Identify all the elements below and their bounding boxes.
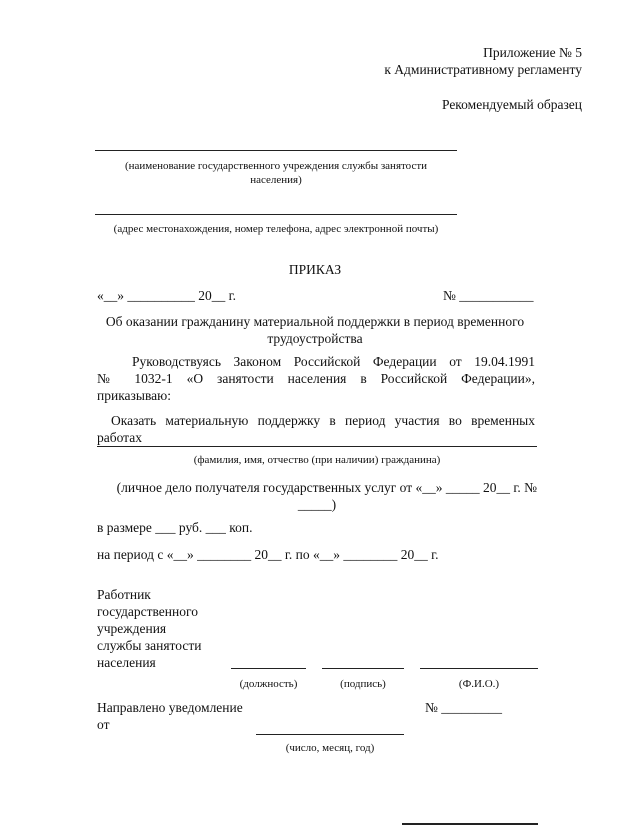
sign-line xyxy=(322,668,404,669)
appendix-number: Приложение № 5 xyxy=(483,45,582,60)
basis-line-1: Руководствуясь Законом Российской Федерации от 19.04.1991 xyxy=(132,354,535,369)
worker-title: Работник государственного учреждения службы занятости населения xyxy=(97,587,202,670)
decision-line-2: работах xyxy=(97,430,142,445)
order-number: № ___________ xyxy=(443,288,534,303)
institution-address-caption: (адрес местонахождения, номер телефона, адрес электронной почты) xyxy=(113,223,439,235)
basis-line-3: приказываю: xyxy=(97,388,171,403)
order-title: ПРИКАЗ xyxy=(288,262,342,277)
appendix-header xyxy=(384,44,582,78)
institution-address-line xyxy=(95,214,457,215)
sample-note: Рекомендуемый образец xyxy=(441,97,582,112)
footer-rule xyxy=(402,823,538,825)
notice-number: № _________ xyxy=(425,700,503,715)
amount-line: в размере ___ руб. ___ коп. xyxy=(97,520,253,535)
case-line-2: _____) xyxy=(297,497,337,512)
notice-sent: Направлено уведомление от xyxy=(97,700,243,732)
citizen-name-caption: (фамилия, имя, отчество (при наличии) гражданина) xyxy=(193,454,441,466)
fio-line xyxy=(420,668,538,669)
institution-name-caption: (наименование государственного учреждения службы занятости населения) xyxy=(124,160,428,186)
citizen-name-line xyxy=(97,446,537,447)
fio-caption: (Ф.И.О.) xyxy=(458,678,500,690)
decision-line-1: Оказать материальную поддержку в период участия во временных xyxy=(111,413,535,428)
period-line: на период с «__» ________ 20__ г. по «__» ________ 20__ г. xyxy=(97,547,439,562)
position-line xyxy=(231,668,306,669)
institution-name-line xyxy=(95,150,457,151)
case-line-1: (личное дело получателя государственных услуг от «__» _____ 20__ г. № xyxy=(116,480,537,495)
order-subject: Об оказании гражданину материальной поддержки в период временного трудоустройства xyxy=(105,314,525,346)
order-date: «__» __________ 20__ г. xyxy=(97,288,237,303)
position-caption: (должность) xyxy=(239,678,298,690)
sign-caption: (подпись) xyxy=(340,678,386,690)
notice-date-caption: (число, месяц, год) xyxy=(285,742,375,754)
appendix-regulation: к Административному регламенту xyxy=(384,62,582,77)
notice-date-line xyxy=(256,734,404,735)
basis-line-2: № 1032-1 «О занятости населения в Российской Федерации», xyxy=(97,371,535,386)
